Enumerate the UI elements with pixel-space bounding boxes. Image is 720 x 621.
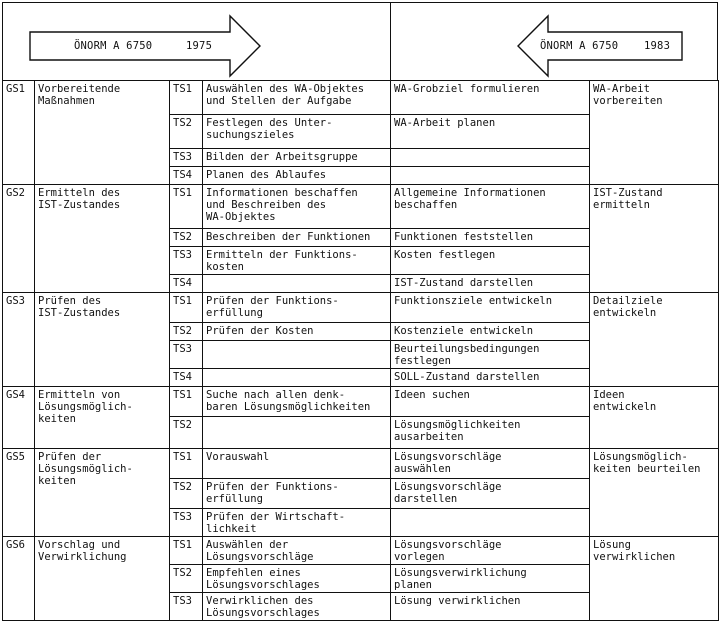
step-text-1975: Planen des Ablaufes	[203, 167, 391, 185]
group-title: Prüfen des IST-Zustandes	[35, 293, 170, 387]
group-code: GS3	[3, 293, 35, 387]
group-code: GS6	[3, 537, 35, 621]
group-title: Vorbereitende Maßnahmen	[35, 81, 170, 185]
step-code: TS4	[170, 275, 203, 293]
step-code: TS1	[170, 387, 203, 417]
step-text-1983	[391, 149, 590, 167]
step-text-1975: Auswählen des WA-Objektes und Stellen der Aufgabe	[203, 81, 391, 115]
right-arrow-year: 1983	[644, 40, 671, 52]
step-text-1975: Vorauswahl	[203, 449, 391, 479]
table-row	[3, 185, 719, 229]
step-text-1975	[203, 275, 391, 293]
step-text-1983: SOLL-Zustand darstellen	[391, 369, 590, 387]
group-title: Vorschlag und Verwirklichung	[35, 537, 170, 621]
step-code: TS2	[170, 565, 203, 593]
left-arrow-standard: ÖNORM A 6750	[74, 40, 153, 52]
step-text-1983: Lösungsverwirklichung planen	[391, 565, 590, 593]
header-right-1983	[390, 2, 718, 78]
group-summary-1983: IST-Zustand ermitteln	[590, 185, 719, 293]
group-summary-1983: Lösung verwirklichen	[590, 537, 719, 621]
right-arrow-standard: ÖNORM A 6750	[540, 40, 619, 52]
step-text-1983: WA-Arbeit planen	[391, 115, 590, 149]
step-text-1983: Kosten festlegen	[391, 247, 590, 275]
step-code: TS3	[170, 593, 203, 621]
step-text-1975: Prüfen der Kosten	[203, 323, 391, 341]
step-text-1975: Auswählen der Lösungsvorschläge	[203, 537, 391, 565]
step-text-1975: Informationen beschaffen und Beschreiben des WA-Objektes	[203, 185, 391, 229]
step-code: TS2	[170, 323, 203, 341]
group-summary-1983: WA-Arbeit vorbereiten	[590, 81, 719, 185]
step-text-1983: Funktionen feststellen	[391, 229, 590, 247]
step-text-1983: Lösungsmöglichkeiten ausarbeiten	[391, 417, 590, 449]
step-text-1975	[203, 369, 391, 387]
step-code: TS3	[170, 149, 203, 167]
group-code: GS5	[3, 449, 35, 537]
left-arrow-year: 1975	[186, 40, 213, 52]
step-text-1983: Lösungsvorschläge auswählen	[391, 449, 590, 479]
step-text-1975: Prüfen der Wirtschaft- lichkeit	[203, 509, 391, 537]
step-text-1983	[391, 167, 590, 185]
step-code: TS1	[170, 81, 203, 115]
table-row	[3, 387, 719, 417]
step-text-1975: Prüfen der Funktions- erfüllung	[203, 293, 391, 323]
step-text-1975: Ermitteln der Funktions- kosten	[203, 247, 391, 275]
step-text-1983: Beurteilungsbedingungen festlegen	[391, 341, 590, 369]
step-text-1983: IST-Zustand darstellen	[391, 275, 590, 293]
group-title: Prüfen der Lösungsmöglich- keiten	[35, 449, 170, 537]
step-code: TS3	[170, 509, 203, 537]
step-text-1983: Funktionsziele entwickeln	[391, 293, 590, 323]
group-title: Ermitteln des IST-Zustandes	[35, 185, 170, 293]
step-text-1983: Allgemeine Informationen beschaffen	[391, 185, 590, 229]
group-code: GS2	[3, 185, 35, 293]
step-text-1975: Verwirklichen des Lösungsvorschlages	[203, 593, 391, 621]
step-code: TS4	[170, 369, 203, 387]
step-text-1975: Beschreiben der Funktionen	[203, 229, 391, 247]
step-code: TS2	[170, 479, 203, 509]
step-text-1983: WA-Grobziel formulieren	[391, 81, 590, 115]
group-code: GS1	[3, 81, 35, 185]
step-text-1983: Ideen suchen	[391, 387, 590, 417]
group-summary-1983: Ideen entwickeln	[590, 387, 719, 449]
step-text-1983: Kostenziele entwickeln	[391, 323, 590, 341]
group-summary-1983: Detailziele entwickeln	[590, 293, 719, 387]
group-title: Ermitteln von Lösungsmöglich- keiten	[35, 387, 170, 449]
step-code: TS1	[170, 185, 203, 229]
step-code: TS2	[170, 417, 203, 449]
step-text-1975: Festlegen des Unter- suchungszieles	[203, 115, 391, 149]
step-text-1983: Lösung verwirklichen	[391, 593, 590, 621]
step-text-1975: Empfehlen eines Lösungsvorschlages	[203, 565, 391, 593]
step-text-1975: Suche nach allen denk- baren Lösungsmöglichkeiten	[203, 387, 391, 417]
group-summary-1983: Lösungsmöglich- keiten beurteilen	[590, 449, 719, 537]
step-code: TS1	[170, 537, 203, 565]
step-text-1983: Lösungsvorschläge vorlegen	[391, 537, 590, 565]
step-text-1975: Prüfen der Funktions- erfüllung	[203, 479, 391, 509]
step-code: TS2	[170, 229, 203, 247]
step-code: TS3	[170, 247, 203, 275]
step-text-1983	[391, 509, 590, 537]
step-code: TS3	[170, 341, 203, 369]
step-code: TS2	[170, 115, 203, 149]
step-text-1975	[203, 417, 391, 449]
step-code: TS4	[170, 167, 203, 185]
step-text-1983: Lösungsvorschläge darstellen	[391, 479, 590, 509]
table-row	[3, 81, 719, 115]
step-text-1975: Bilden der Arbeitsgruppe	[203, 149, 391, 167]
step-text-1975	[203, 341, 391, 369]
table-row	[3, 449, 719, 479]
table-row	[3, 293, 719, 323]
step-code: TS1	[170, 449, 203, 479]
header-left-1975	[2, 2, 390, 78]
table-row	[3, 537, 719, 565]
work-steps-table	[2, 80, 719, 621]
group-code: GS4	[3, 387, 35, 449]
step-code: TS1	[170, 293, 203, 323]
